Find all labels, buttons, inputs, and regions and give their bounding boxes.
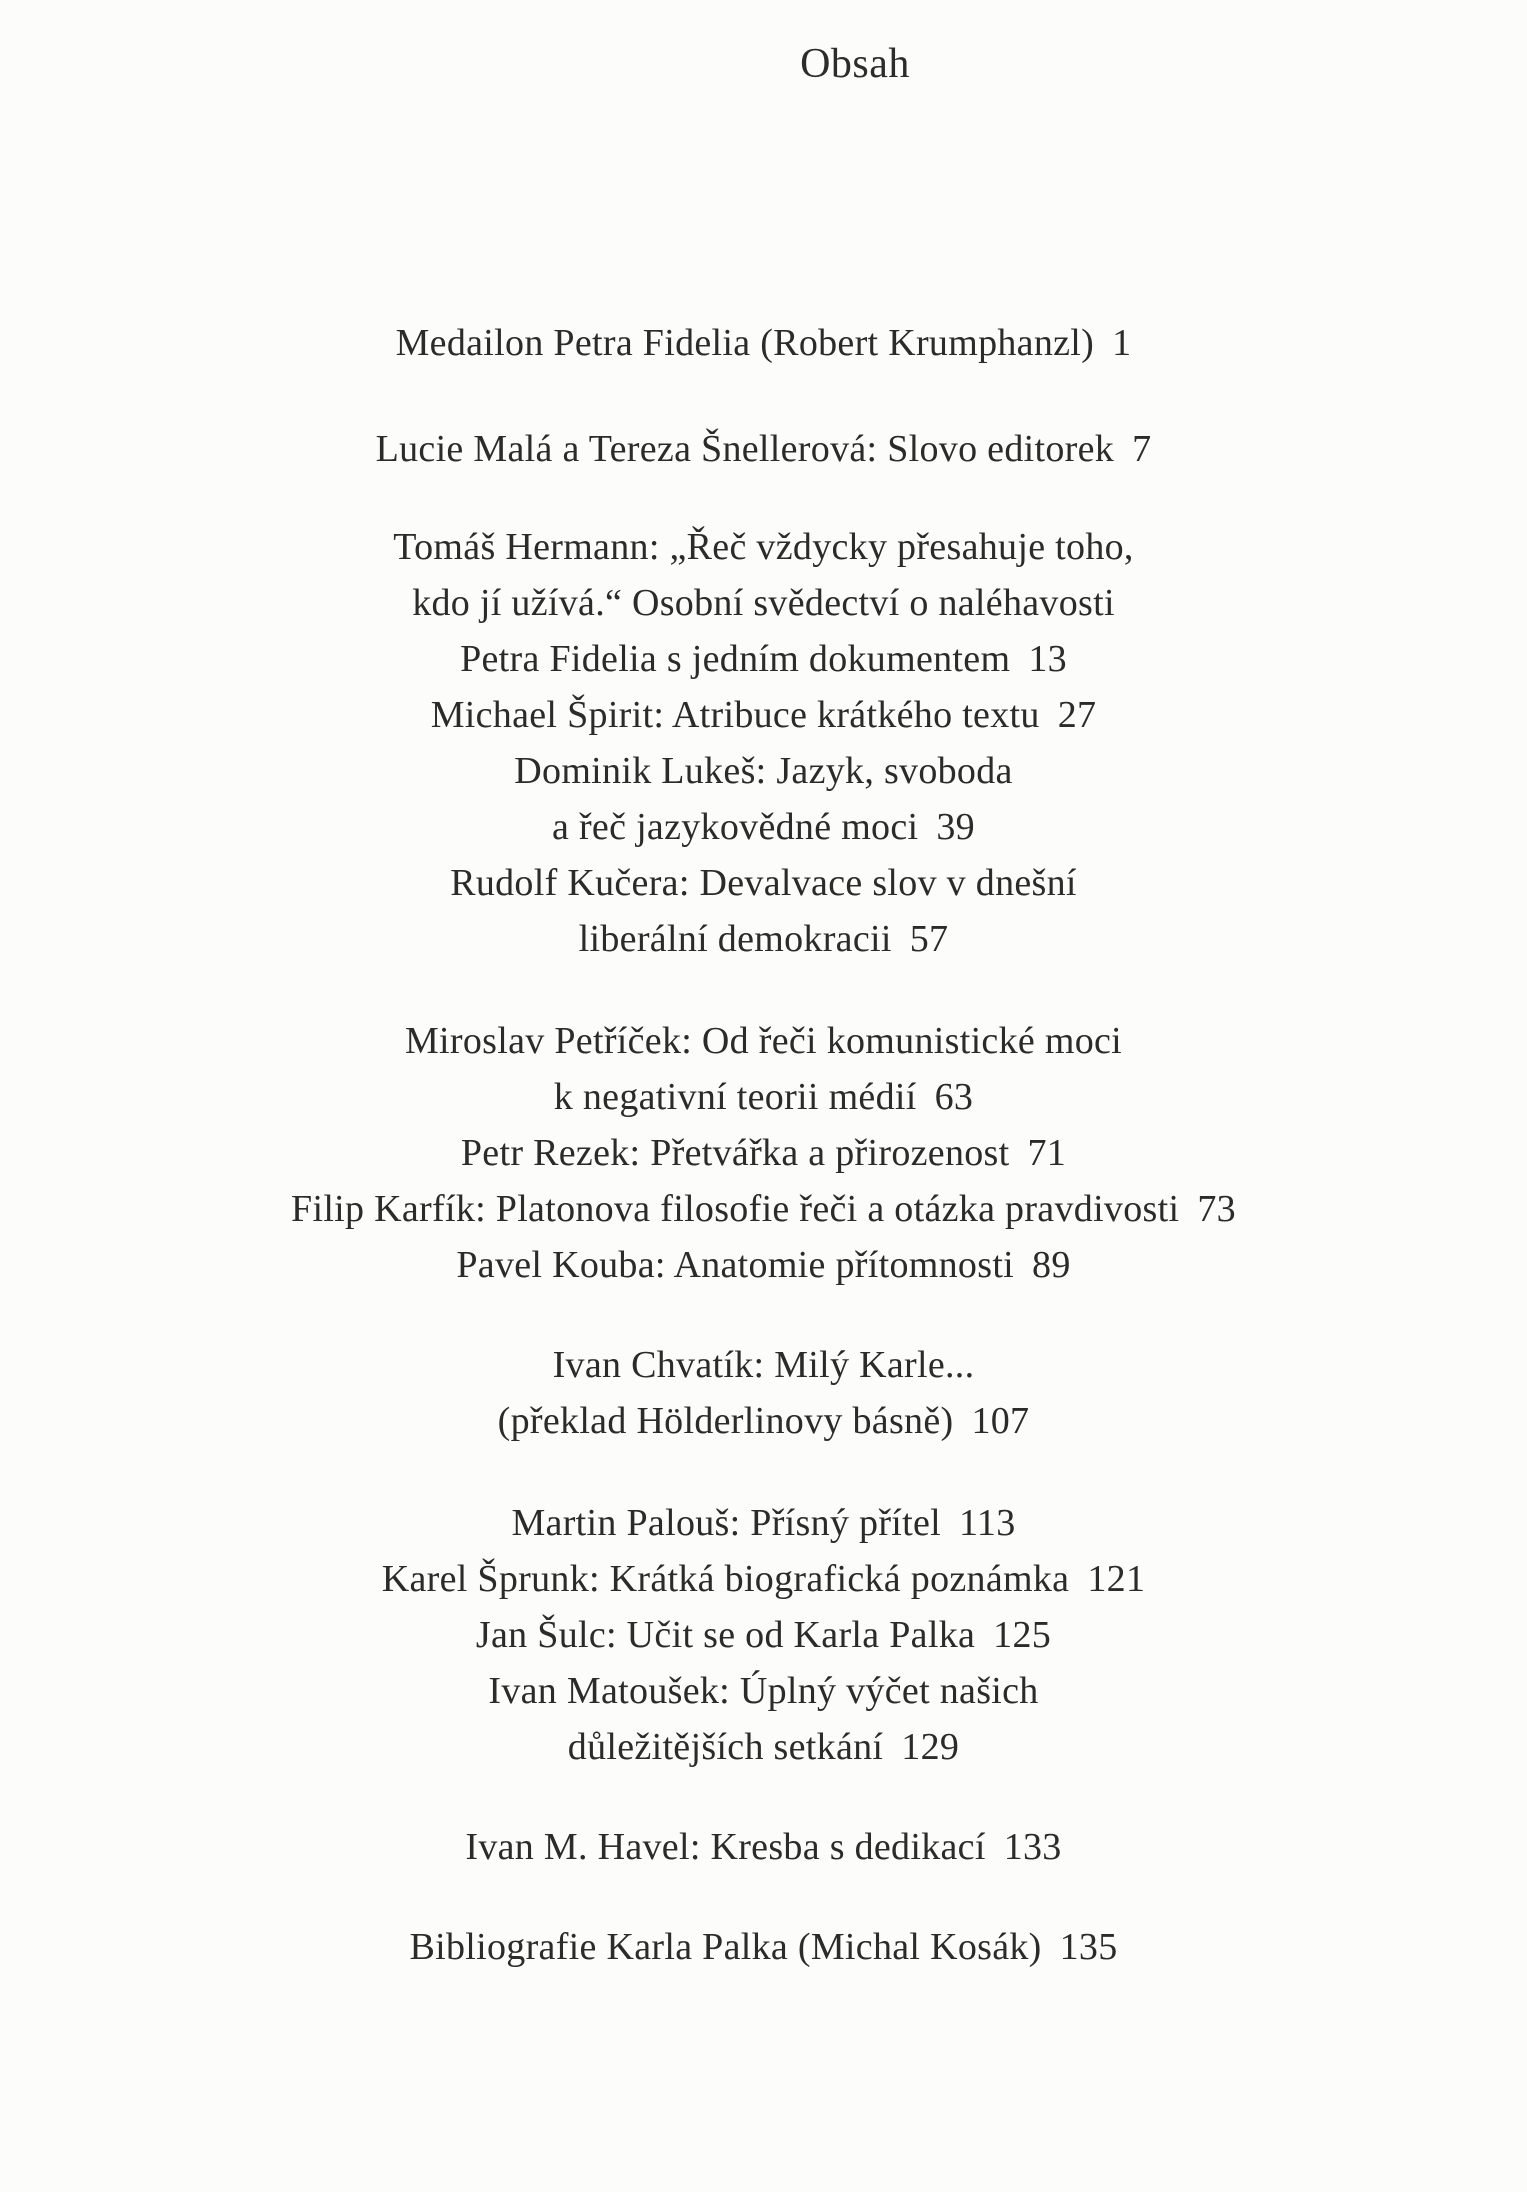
toc-entry[interactable] <box>0 1125 1527 1181</box>
toc-entry-text: Pavel Kouba: Anatomie přítomnosti <box>456 1244 1015 1286</box>
toc-section <box>0 421 1527 477</box>
toc-section <box>0 1495 1527 1775</box>
toc-entry[interactable] <box>0 1819 1527 1875</box>
toc-entry-line <box>0 687 1527 743</box>
toc-entry-text: Filip Karfík: Platonova filosofie řeči a otázka pravdivosti <box>291 1188 1180 1230</box>
toc-entry-text: Rudolf Kučera: Devalvace slov v dnešní <box>450 862 1077 904</box>
toc-entry-text: Petr Rezek: Přetvářka a přirozenost <box>460 1132 1010 1174</box>
toc-entry-text: Martin Palouš: Přísný přítel <box>511 1502 942 1544</box>
toc-entry-text: Petra Fidelia s jedním dokumentem <box>460 638 1011 680</box>
toc-page-number: 27 <box>1057 694 1097 736</box>
toc-entry-line <box>0 1393 1527 1449</box>
toc-page-number: 63 <box>934 1076 974 1118</box>
toc-entry-line <box>0 1237 1527 1293</box>
toc-section <box>0 1919 1527 1975</box>
toc-section <box>0 315 1527 371</box>
toc-entry-line <box>0 1125 1527 1181</box>
toc-entry[interactable] <box>0 855 1527 967</box>
toc-entry-line <box>0 1551 1527 1607</box>
toc-entry-text: (překlad Hölderlinovy básně) <box>497 1400 954 1442</box>
toc-page-number: 129 <box>901 1726 960 1768</box>
toc-page-number: 7 <box>1132 428 1152 470</box>
toc-entry-text: Dominik Lukeš: Jazyk, svoboda <box>514 750 1013 792</box>
toc-entry[interactable] <box>0 1919 1527 1975</box>
toc-entry-text: Karel Šprunk: Krátká biografická poznámka <box>381 1558 1070 1600</box>
toc-entry[interactable] <box>0 1337 1527 1449</box>
toc-page-number: 113 <box>959 1502 1016 1544</box>
toc-page-number: 57 <box>909 918 949 960</box>
toc-entry-line <box>0 1919 1527 1975</box>
toc-entry-text: Miroslav Petříček: Od řeči komunistické moci <box>404 1020 1123 1062</box>
toc-entry[interactable] <box>0 1663 1527 1775</box>
toc-entry-line <box>0 631 1527 687</box>
toc-entry[interactable] <box>0 1237 1527 1293</box>
toc-entry[interactable] <box>0 1013 1527 1125</box>
toc-page-number: 39 <box>936 806 975 848</box>
toc-section <box>0 1013 1527 1293</box>
toc-entry-text: důležitějších setkání <box>567 1726 884 1768</box>
toc-entry-text: kdo jí užívá.“ Osobní svědectví o naléhavosti <box>412 582 1115 624</box>
toc-entry[interactable] <box>0 1607 1527 1663</box>
toc-section <box>0 1337 1527 1449</box>
toc-entry[interactable] <box>0 315 1527 371</box>
toc-page-number: 107 <box>971 1400 1030 1442</box>
toc-entry[interactable] <box>0 1495 1527 1551</box>
toc-entry-line <box>0 1719 1527 1775</box>
toc-page-number: 125 <box>993 1614 1052 1656</box>
toc-page-number: 135 <box>1059 1926 1118 1968</box>
toc-page-number: 89 <box>1032 1244 1071 1286</box>
toc-entry-line <box>0 315 1527 371</box>
toc-page-number: 73 <box>1197 1188 1236 1230</box>
toc-entry-text: Lucie Malá a Tereza Šnellerová: Slovo editorek <box>375 428 1115 470</box>
toc-entry-line <box>0 1337 1527 1393</box>
toc-page-number: 71 <box>1027 1132 1067 1174</box>
toc-entry-line <box>0 1607 1527 1663</box>
toc-entry-text: Tomáš Hermann: „Řeč vždycky přesahuje toho, <box>393 526 1134 568</box>
toc-entry-text: k negativní teorii médií <box>553 1076 917 1118</box>
toc-entry-line <box>0 743 1527 799</box>
toc-page-number: 13 <box>1028 638 1067 680</box>
toc-entry[interactable] <box>0 519 1527 687</box>
toc-entry-line <box>0 1495 1527 1551</box>
toc-entry-line <box>0 911 1527 967</box>
toc-page-number: 121 <box>1087 1558 1146 1600</box>
toc-entry-text: Michael Špirit: Atribuce krátkého textu <box>430 694 1040 736</box>
page-title: Obsah <box>800 41 910 87</box>
toc-entry-line <box>0 575 1527 631</box>
toc-entry-line <box>0 799 1527 855</box>
toc-entry-text: Ivan Matoušek: Úplný výčet našich <box>488 1670 1039 1712</box>
toc-page-number: 133 <box>1003 1826 1062 1868</box>
toc-page-number: 1 <box>1112 322 1132 364</box>
toc-entry[interactable] <box>0 687 1527 743</box>
toc-entry-line <box>0 421 1527 477</box>
toc-entry-text: a řeč jazykovědné moci <box>552 806 919 848</box>
toc-entry-line <box>0 1819 1527 1875</box>
toc-entry[interactable] <box>0 1181 1527 1237</box>
toc-section <box>0 1819 1527 1875</box>
toc-entry-text: Ivan M. Havel: Kresba s dedikací <box>465 1826 986 1868</box>
toc-entry[interactable] <box>0 1551 1527 1607</box>
toc-section <box>0 519 1527 967</box>
toc-entry-line <box>0 519 1527 575</box>
toc-entry-text: liberální demokracii <box>578 918 892 960</box>
toc-entry-line <box>0 1181 1527 1237</box>
toc-entry-line <box>0 1069 1527 1125</box>
table-of-contents <box>0 315 1527 2020</box>
toc-entry-line <box>0 1663 1527 1719</box>
toc-entry-line <box>0 855 1527 911</box>
toc-entry-text: Jan Šulc: Učit se od Karla Palka <box>475 1614 976 1656</box>
toc-entry[interactable] <box>0 421 1527 477</box>
toc-entry[interactable] <box>0 743 1527 855</box>
toc-entry-text: Medailon Petra Fidelia (Robert Krumphanzl) <box>395 322 1095 364</box>
toc-entry-line <box>0 1013 1527 1069</box>
toc-entry-text: Bibliografie Karla Palka (Michal Kosák) <box>409 1926 1042 1968</box>
toc-entry-text: Ivan Chvatík: Milý Karle... <box>552 1344 975 1386</box>
